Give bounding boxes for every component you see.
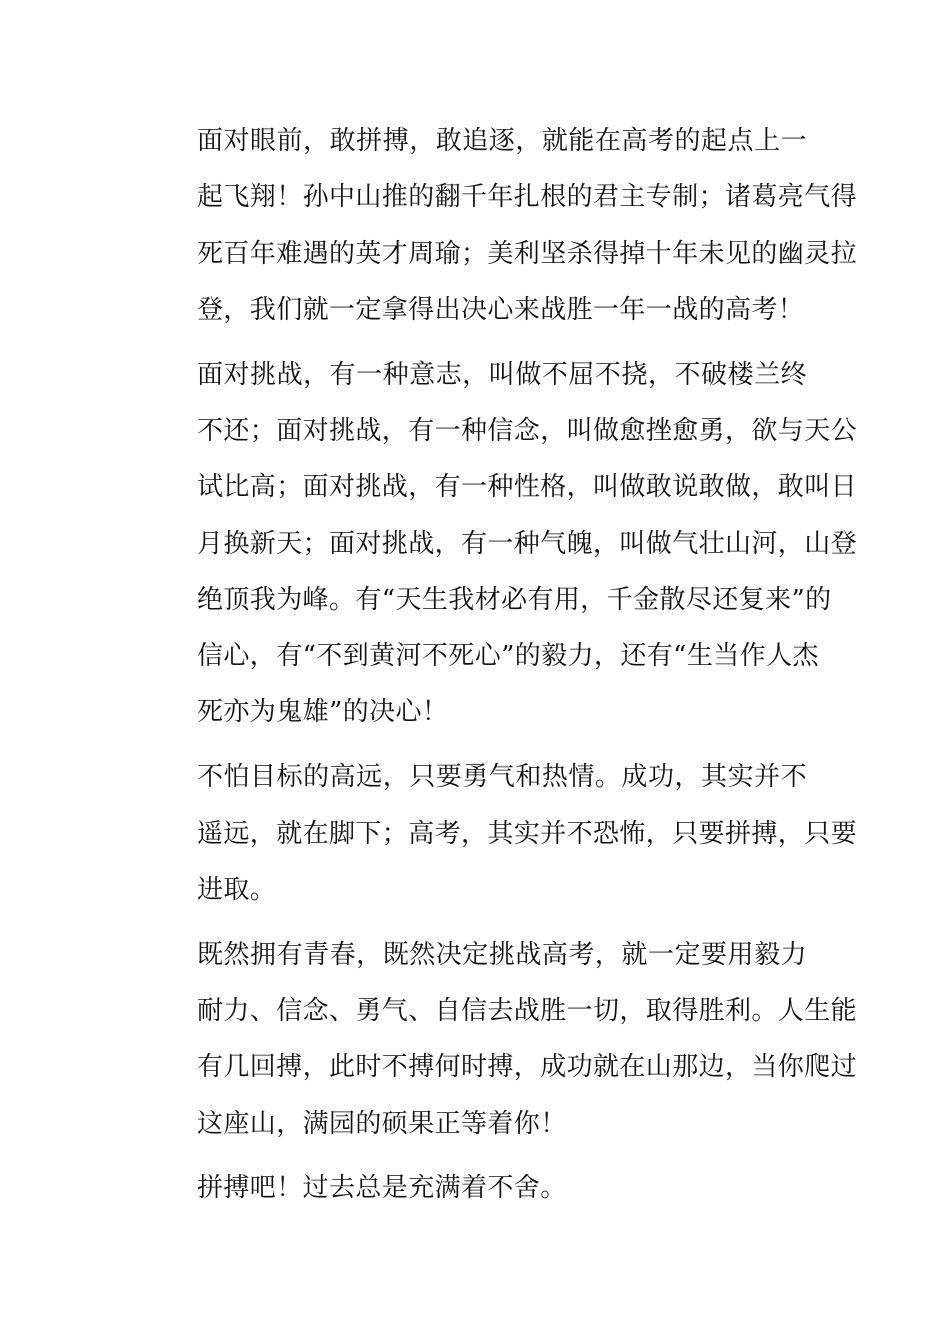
text-line: 不怕目标的高远，只要勇气和热情。成功，其实并不 [197, 762, 807, 793]
text-line: 耐力、信念、勇气、自信去战胜一切，取得胜利。人生能 [197, 995, 858, 1026]
text-line: 面对眼前，敢拼搏，敢追逐，就能在高考的起点上一 [197, 126, 807, 156]
text-line: 有几回搏，此时不搏何时搏，成功就在山那边，当你爬过 [197, 1052, 858, 1083]
text-line: 面对挑战，有一种意志，叫做不屈不挠，不破楼兰终 [197, 359, 807, 390]
text-line: 不还；面对挑战，有一种信念，叫做愈挫愈勇，欲与天公 [197, 415, 858, 446]
paragraph-2 [145, 347, 858, 741]
text-line: 信心，有“不到黄河不死心”的毅力，还有“生当作人杰 [197, 641, 819, 672]
text-line: 遥远，就在脚下；高考，其实并不恐怖，只要拼搏，只要 [197, 818, 858, 849]
text-line: 死亦为鬼雄”的决心！ [197, 697, 449, 728]
text-line: 进取。 [197, 874, 277, 905]
paragraph-3 [145, 749, 858, 918]
text-line: 登，我们就一定拿得出决心来战胜一年一战的高考！ [197, 294, 805, 325]
paragraph-1 [145, 113, 858, 338]
text-line: 起飞翔！孙中山推的翻千年扎根的君主专制；诸葛亮气得 [197, 182, 858, 213]
text-line: 既然拥有青春，既然决定挑战高考，就一定要用毅力 [197, 939, 807, 970]
text-line: 死百年难遇的英才周瑜；美利坚杀得掉十年未见的幽灵拉 [197, 238, 858, 269]
text-line: 试比高；面对挑战，有一种性格，叫做敢说敢做，敢叫日 [197, 472, 858, 503]
text-line: 拼搏吧！过去总是充满着不舍。 [197, 1173, 567, 1204]
text-line: 月换新天；面对挑战，有一种气魄，叫做气壮山河，山登 [197, 528, 858, 559]
document-body [145, 113, 858, 1225]
paragraph-5 [145, 1160, 807, 1216]
text-line: 这座山，满园的硕果正等着你！ [197, 1108, 567, 1139]
text-line: 绝顶我为峰。有“天生我材必有用，千金散尽还复来”的 [197, 584, 832, 615]
paragraph-4 [145, 927, 858, 1152]
